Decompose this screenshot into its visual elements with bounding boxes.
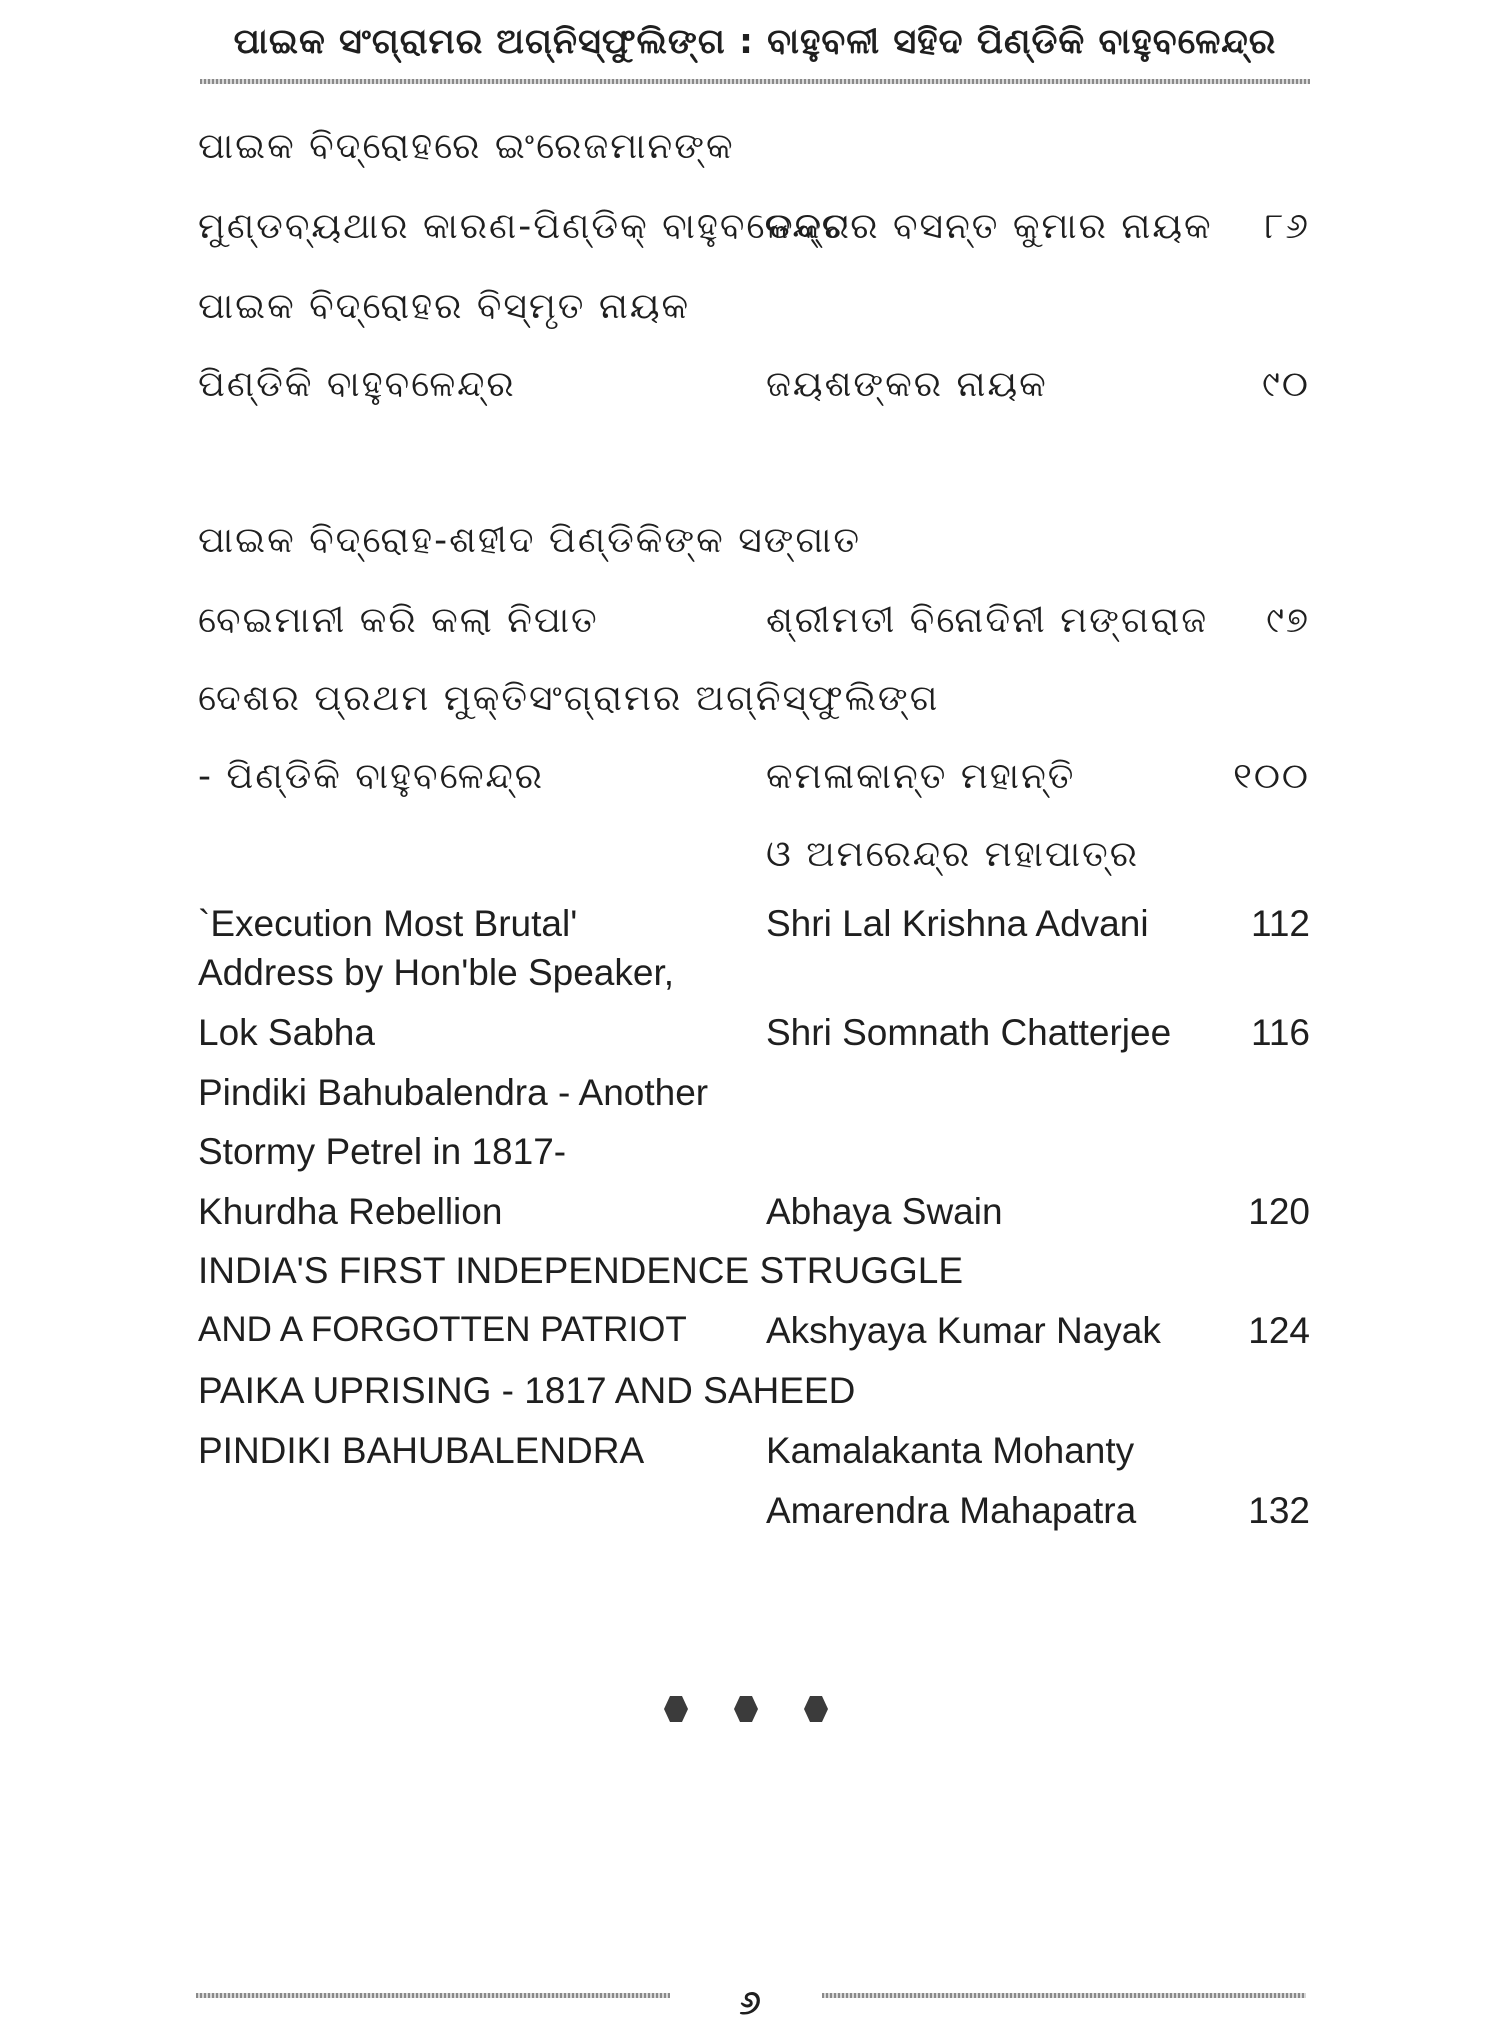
section-end-ornament [664, 1692, 844, 1728]
toc-entry-title-line: - ପିଣ୍ଡିକି ବାହୁବଳେନ୍ଦ୍ର [198, 756, 545, 797]
toc-entry-page: ୧୦୦ [1233, 756, 1310, 797]
toc-entry-title-line: Address by Hon'ble Speaker, [198, 952, 675, 993]
toc-entry-title-line: Pindiki Bahubalendra - Another [198, 1072, 709, 1113]
toc-entry-page: ୯୭ [1266, 600, 1310, 641]
running-header: ପାଇକ ସଂଗ୍ରାମର ଅଗ୍ନିସ୍ଫୁଲିଙ୍ଗ : ବାହୁବଳୀ ସହିଦ ପିଣ୍ଡିକି ବାହୁବଳେନ୍ଦ୍ର [233, 22, 1277, 62]
toc-entry-title-line: ମୁଣ୍ଡବ୍ୟଥାର କାରଣ-ପିଣ୍ଡିକ୍ ବାହୁବଳେନ୍ଦ୍ର [198, 206, 851, 247]
page-number: ୬ [739, 1983, 761, 2023]
toc-entry-page: 124 [1248, 1310, 1310, 1351]
footer-rule-right [822, 1993, 1306, 1998]
toc-entry-author: ଜୟଶଙ୍କର ନାୟକ [766, 364, 1048, 405]
toc-entry-page: 112 [1251, 903, 1310, 944]
hexagon-bullet-icon [804, 1696, 828, 1722]
toc-entry-title-line: Khurdha Rebellion [198, 1191, 503, 1232]
toc-entry-author: ଓ ଅମରେନ୍ଦ୍ର ମହାପାତ୍ର [766, 834, 1139, 875]
toc-entry-author: Amarendra Mahapatra [766, 1490, 1137, 1531]
toc-entry-author: ଡକ୍ଟର ବସନ୍ତ କୁମାର ନାୟକ [766, 206, 1213, 247]
toc-entry-title-line: PAIKA UPRISING - 1817 AND SAHEED [198, 1370, 856, 1411]
toc-entry-author: Kamalakanta Mohanty [766, 1430, 1135, 1471]
toc-entry-title-line: ପାଇକ ବିଦ୍ରୋହ-ଶହୀଦ ପିଣ୍ଡିକିଙ୍କ ସଙ୍ଗାତ [198, 520, 862, 561]
toc-entry-author: Shri Somnath Chatterjee [766, 1012, 1172, 1053]
hexagon-bullet-icon [734, 1696, 758, 1722]
header-rule [200, 79, 1310, 84]
toc-entry-author: Abhaya Swain [766, 1191, 1003, 1232]
toc-entry-page: ୯୦ [1262, 364, 1310, 405]
toc-entry-page: 116 [1251, 1012, 1310, 1053]
hexagon-bullet-icon [664, 1696, 688, 1722]
toc-entry-title-line: AND A FORGOTTEN PATRIOT [198, 1310, 687, 1349]
toc-entry-title-line: Stormy Petrel in 1817- [198, 1131, 567, 1172]
toc-entry-title-line: ପାଇକ ବିଦ୍ରୋହର ବିସ୍ମୃତ ନାୟକ [198, 286, 691, 327]
toc-entry-title-line: PINDIKI BAHUBALENDRA [198, 1430, 645, 1471]
toc-entry-title-line: Lok Sabha [198, 1012, 375, 1053]
toc-entry-page: ୮୬ [1264, 206, 1310, 247]
toc-entry-title-line: ପାଇକ ବିଦ୍ରୋହରେ ଇଂରେଜମାନଙ୍କ [198, 126, 735, 167]
toc-entry-title-line: ଦେଶର ପ୍ରଥମ ମୁକ୍ତିସଂଗ୍ରାମର ଅଗ୍ନିସ୍ଫୁଲିଙ୍ଗ [198, 678, 940, 719]
toc-entry-author: Akshyaya Kumar Nayak [766, 1310, 1161, 1351]
toc-entry-page: 120 [1248, 1191, 1310, 1232]
toc-entry-author: କମଳାକାନ୍ତ ମହାନ୍ତି [766, 756, 1076, 797]
toc-entry-page: 132 [1248, 1490, 1310, 1531]
toc-entry-author: Shri Lal Krishna Advani [766, 903, 1149, 944]
toc-entry-title-line: INDIA'S FIRST INDEPENDENCE STRUGGLE [198, 1250, 964, 1291]
toc-entry-title-line: ବେଇମାନୀ କରି କଲା ନିପାତ [198, 600, 599, 641]
toc-entry-title-line: ପିଣ୍ଡିକି ବାହୁବଳେନ୍ଦ୍ର [198, 364, 516, 405]
toc-entry-author: ଶ୍ରୀମତୀ ବିନୋଦିନୀ ମଙ୍ଗରାଜ [766, 600, 1209, 641]
footer-rule-left [196, 1993, 670, 1998]
toc-entry-title-line: `Execution Most Brutal' [198, 903, 578, 944]
